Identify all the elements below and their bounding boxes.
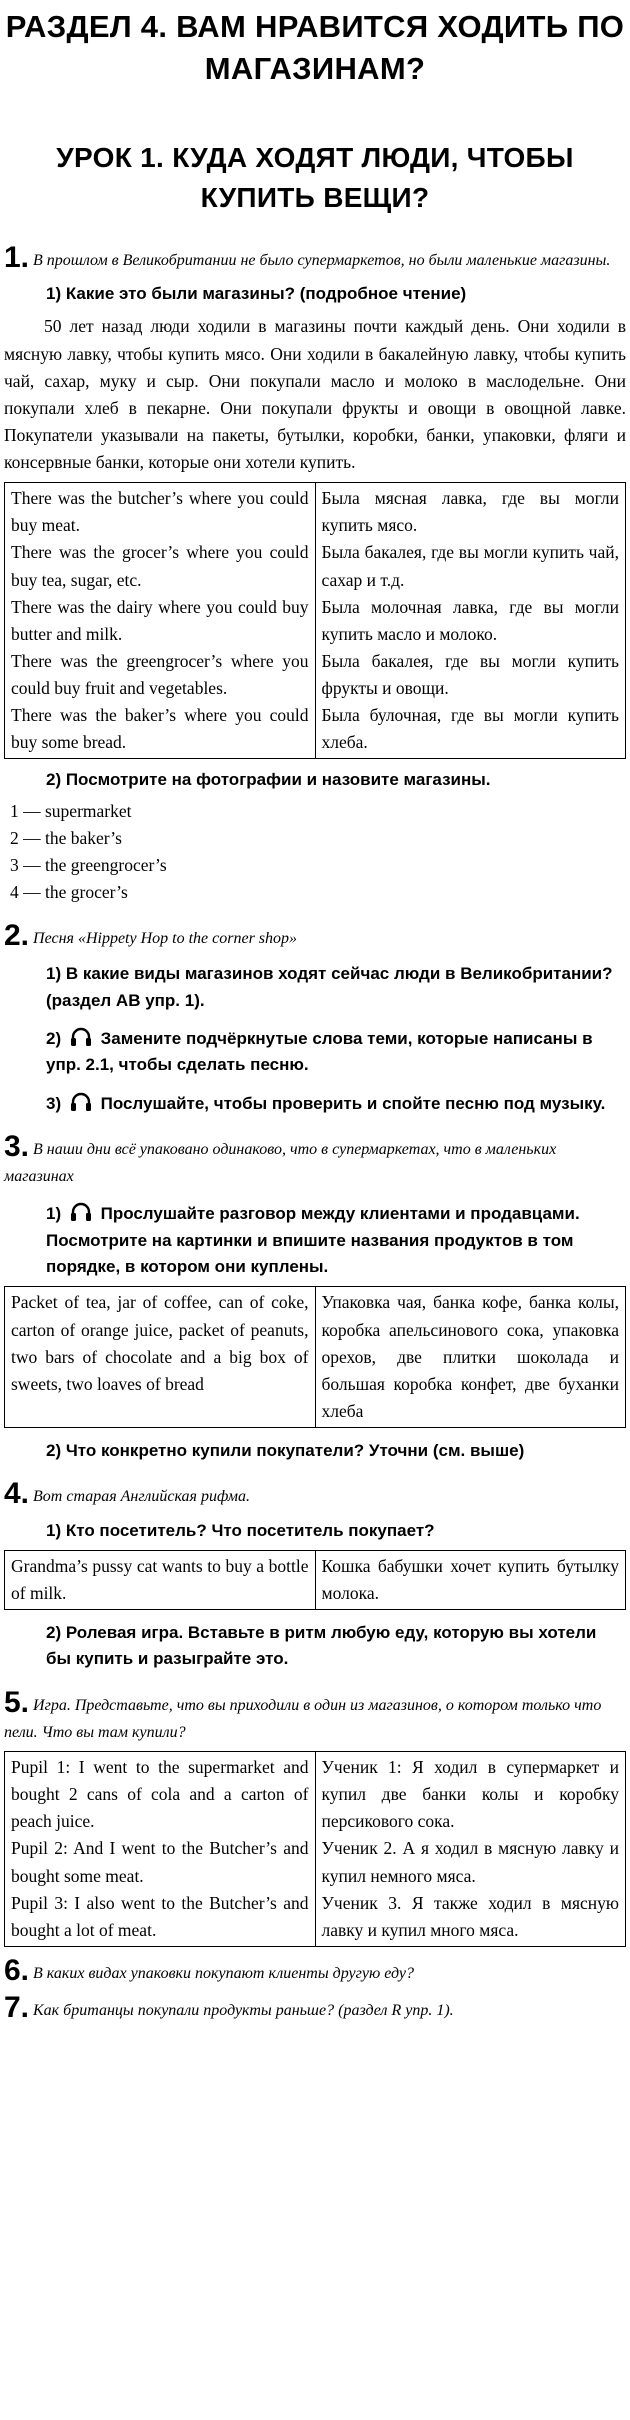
question: 1) В какие виды магазинов ходят сейчас люди в Великобритании? (раздел AB упр. 1). (46, 964, 613, 1010)
headphones-icon (70, 1027, 92, 1047)
list-item: 2 — the baker’s (10, 827, 122, 848)
task-7 (4, 1991, 626, 2025)
english-column: Grandma’s pussy cat wants to buy a bottle of milk. (5, 1550, 316, 1609)
task-intro: В каких видах упаковки покупают клиенты другую еду? (33, 1964, 414, 1982)
translation-table (4, 1550, 626, 1610)
question: 1) Прослушайте разговор между клиентами и продавцами. Посмотрите на картинки и впишите названия продуктов в том порядке, в котором они куплены. (46, 1204, 580, 1277)
task-3 (4, 1130, 626, 1464)
task-intro: Вот старая Английская рифма. (33, 1488, 250, 1506)
list-item: 1 — supermarket (10, 800, 132, 821)
task-6 (4, 1953, 626, 1987)
headphones-icon (70, 1202, 92, 1222)
task-2 (4, 919, 626, 1117)
translation-table (4, 1751, 626, 1947)
question: 1) Кто посетитель? Что посетитель покупает? (46, 1520, 435, 1540)
english-column: Packet of tea, jar of coffee, can of coke, carton of orange juice, packet of peanuts, two bars of chocolate and a big box of sweets, two loaves of bread (5, 1287, 316, 1428)
question: 2) Что конкретно купили покупатели? Уточни (см. выше) (46, 1441, 525, 1461)
russian-column: Была мясная лавка, где вы могли купить мясо. Была бакалея, где вы могли купить чай, сахар и т.д. Была молочная лавка, где вы могли купить масло и молоко. Была бакалея, где вы могли купить фрукты и овощи. Была булочная, где вы могли купить хлеба. (315, 483, 626, 759)
russian-column: Упаковка чая, банка кофе, банка колы, коробка апельсинового сока, упаковка орехов, две плитки шоколада и большая коробка конфет, две буханки хлеба (315, 1287, 626, 1428)
task-4 (4, 1477, 626, 1672)
task-number: 2. (4, 919, 30, 953)
task-5 (4, 1685, 626, 1947)
task-number: 4. (4, 1477, 30, 1511)
task-intro: Как британцы покупали продукты раньше? (раздел R упр. 1). (33, 2002, 454, 2020)
list-item: 4 — the grocer’s (10, 882, 128, 903)
english-column: There was the butcher’s where you could buy meat. There was the grocer’s where you could buy tea, sugar, etc. There was the dairy where you could buy butter and milk. There was the greengrocer’s where you could buy fruit and vegetables. There was the baker’s where you could buy some bread. (5, 483, 316, 759)
task-number: 1. (4, 241, 30, 274)
task-intro: Песня «Hippety Hop to the corner shop» (33, 930, 298, 948)
translation-table (4, 482, 626, 759)
question: 1) Какие это были магазины? (подробное чтение) (46, 284, 467, 304)
section-title: РАЗДЕЛ 4. ВАМ НРАВИТСЯ ХОДИТЬ ПО МАГАЗИНАМ? (5, 9, 625, 86)
english-column: Pupil 1: I went to the supermarket and bought 2 cans of cola and a carton of peach juice. Pupil 2: And I went to the Butcher’s and bought some meat. Pupil 3: I also went to the Butcher’s and bought a lot of meat. (5, 1752, 316, 1947)
question: 2) Ролевая игра. Вставьте в ритм любую еду, которую вы хотели бы купить и разыграйте это. (46, 1623, 597, 1669)
task-number: 7. (4, 1991, 30, 2025)
reading-text: 50 лет назад люди ходили в магазины почти каждый день. Они ходили в мясную лавку, чтобы купить мясо. Они ходили в бакалейную лавку, чтобы купить чай, сахар, муку и сыр. Они покупали масло и молоко в маслодельне. Они покупали хлеб в пекарне. Они покупали фрукты и овощи в овощной лавке. Покупатели указывали на пакеты, бутылки, коробки, банки, упаковки, фляги и консервные банки, которые они хотели купить. (4, 316, 626, 473)
task-number: 6. (4, 1953, 30, 1987)
task-intro: В прошлом в Великобритании не было супермаркетов, но были маленькие магазины. (33, 252, 611, 269)
russian-column: Ученик 1: Я ходил в супермаркет и купил две банки колы и коробку персикового сока. Ученик 2. А я ходил в мясную лавку и купил немного мяса. Ученик 3. Я также ходил в мясную лавку и купил много мяса. (315, 1752, 626, 1947)
headphones-icon (70, 1092, 92, 1112)
task-intro: В наши дни всё упаковано одинаково, что в супермаркетах, что в маленьких магазинах (4, 1141, 557, 1186)
task-number: 3. (4, 1130, 30, 1164)
task-number: 5. (4, 1685, 30, 1719)
list-item: 3 — the greengrocer’s (10, 855, 167, 876)
translation-table (4, 1286, 626, 1428)
question: 2) Посмотрите на фотографии и назовите магазины. (46, 770, 491, 790)
russian-column: Кошка бабушки хочет купить бутылку молока. (315, 1550, 626, 1609)
lesson-title: УРОК 1. КУДА ХОДЯТ ЛЮДИ, ЧТОБЫ КУПИТЬ ВЕЩИ? (56, 142, 574, 213)
question: 3) Послушайте, чтобы проверить и спойте песню под музыку. (46, 1093, 606, 1113)
task-intro: Игра. Представьте, что вы приходили в один из магазинов, о котором только что пели. Что вы там купили? (4, 1696, 602, 1741)
answer-list (10, 798, 626, 907)
task-1 (4, 241, 626, 906)
question: 2) Замените подчёркнутые слова теми, которые написаны в упр. 2.1, чтобы сделать песню. (46, 1029, 593, 1075)
